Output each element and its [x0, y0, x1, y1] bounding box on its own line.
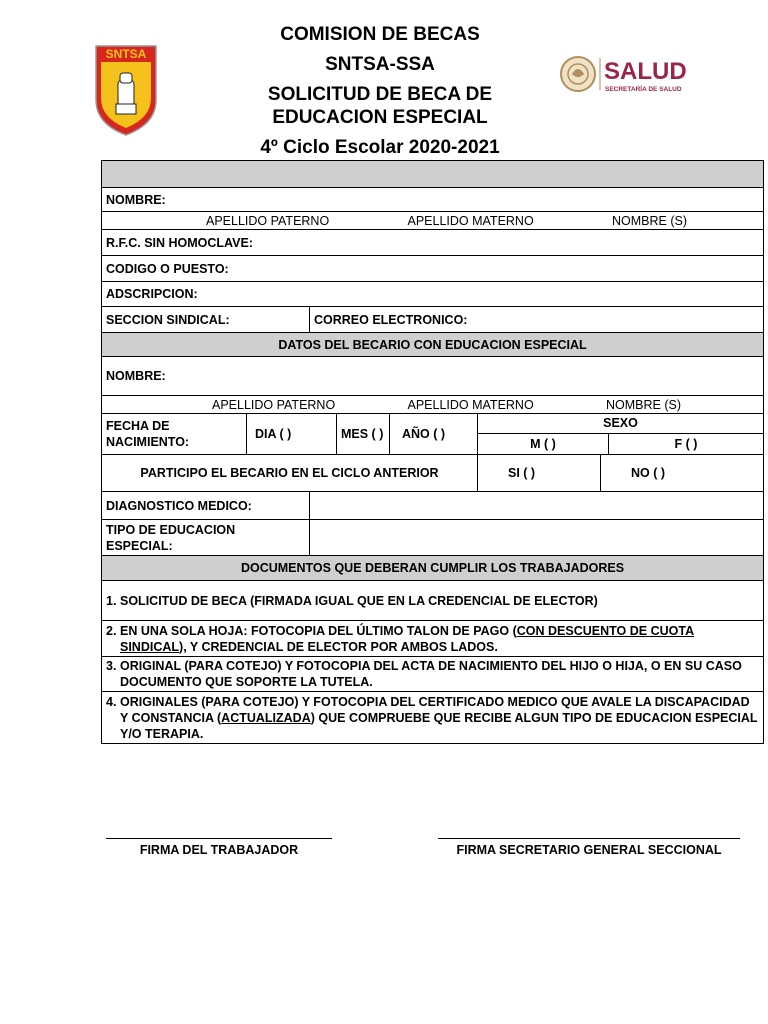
adscripcion-field[interactable]: [102, 282, 764, 307]
worker-apellido-paterno: APELLIDO PATERNO: [206, 213, 330, 228]
documento-item-4: [102, 692, 764, 744]
tipo-educacion-label: [102, 520, 310, 556]
sexo-m-option[interactable]: M ( ): [478, 433, 609, 454]
birth-date-group: [247, 414, 390, 455]
firma-secretario-label: FIRMA SECRETARIO GENERAL SECCIONAL: [456, 843, 722, 857]
fecha-label-1: FECHA DE: [106, 419, 170, 433]
sexo-label: SEXO: [478, 414, 763, 433]
fecha-nacimiento-label: [102, 414, 247, 455]
correo-field[interactable]: [310, 307, 764, 333]
adscripcion-label: ADSCRIPCION:: [106, 287, 198, 301]
correo-label: CORREO ELECTRONICO:: [314, 312, 468, 327]
salud-logo-word: SALUD: [604, 58, 687, 85]
header-line-4: EDUCACION ESPECIAL: [272, 107, 488, 128]
firma-trabajador-line[interactable]: [106, 838, 332, 839]
becario-apellido-paterno: APELLIDO PATERNO: [212, 397, 336, 412]
codigo-puesto-label: CODIGO O PUESTO:: [106, 261, 229, 276]
doc-4-number: 4.: [106, 694, 117, 709]
tipo-label-1: TIPO DE EDUCACION: [106, 522, 236, 537]
header-line-1: COMISION DE BECAS: [280, 24, 480, 45]
doc-4-text-a: ORIGINALES (PARA COTEJO) Y FOTOCOPIA DEL CERTIFICADO MEDICO QUE AVALE LA DISCAPACIDAD Y CONSTANCIA (: [120, 694, 750, 725]
header-line-3: SOLICITUD DE BECA DE: [267, 84, 493, 105]
doc-4-text-b: ) QUE COMPRUEBE QUE RECIBE ALGUN TIPO DE EDUCACION ESPECIAL Y/O TERAPIA.: [120, 710, 758, 741]
becario-name-sublabels: [102, 396, 764, 414]
scholarship-form-table: [101, 160, 764, 744]
form-header-bar: [102, 161, 764, 188]
documentos-section-title: DOCUMENTOS QUE DEBERAN CUMPLIR LOS TRABAJADORES: [102, 556, 764, 581]
becario-name-label: NOMBRE:: [106, 369, 166, 383]
participo-si-option[interactable]: SI ( ): [478, 455, 601, 492]
mes-field[interactable]: MES ( ): [341, 427, 384, 441]
worker-apellido-materno: APELLIDO MATERNO: [407, 213, 534, 228]
sexo-f-option[interactable]: F ( ): [674, 436, 698, 451]
worker-name-sublabels: [102, 212, 764, 230]
tipo-educacion-field[interactable]: [310, 520, 764, 556]
becario-nombres: NOMBRE (S): [606, 397, 681, 412]
sntsa-logo-text: SNTSA: [105, 47, 147, 61]
becario-apellido-materno: APELLIDO MATERNO: [407, 397, 534, 412]
ano-field[interactable]: AÑO ( ): [390, 414, 478, 455]
salud-logo-subtitle: SECRETARÍA DE SALUD: [605, 86, 682, 93]
header-line-2: SNTSA-SSA: [325, 54, 435, 75]
participo-no-option[interactable]: NO ( ): [601, 455, 764, 492]
documento-item-2: [102, 621, 764, 657]
doc-1-text: SOLICITUD DE BECA (FIRMADA IGUAL QUE EN LA CREDENCIAL DE ELECTOR): [120, 593, 598, 608]
participo-label: PARTICIPO EL BECARIO EN EL CICLO ANTERIOR: [102, 455, 478, 492]
seccion-sindical-field[interactable]: [102, 307, 310, 333]
doc-2-number: 2.: [106, 623, 117, 638]
becario-section-title: DATOS DEL BECARIO CON EDUCACION ESPECIAL: [102, 333, 764, 357]
rfc-label: R.F.C. SIN HOMOCLAVE:: [106, 235, 253, 250]
worker-name-label: NOMBRE:: [106, 192, 166, 207]
doc-3-text: ORIGINAL (PARA COTEJO) Y FOTOCOPIA DEL ACTA DE NACIMIENTO DEL HIJO O HIJA, O EN SU CASO DOCUMENTO QUE SOPORTE LA TUTELA.: [120, 659, 742, 689]
documento-item-3: [102, 657, 764, 692]
sexo-group: [478, 414, 764, 455]
salud-logo: [556, 44, 712, 116]
doc-3-number: 3.: [106, 659, 117, 673]
worker-nombres: NOMBRE (S): [612, 213, 687, 228]
fecha-label-2: NACIMIENTO:: [106, 435, 190, 449]
sntsa-logo: [92, 40, 160, 138]
header-line-5: 4º Ciclo Escolar 2020-2021: [260, 137, 500, 158]
diagnostico-field[interactable]: [310, 492, 764, 520]
worker-name-field[interactable]: [102, 188, 764, 212]
documento-item-1: [102, 581, 764, 621]
doc-2-text-underlined: CON DESCUENTO DE CUOTA SINDICAL: [120, 623, 695, 654]
tipo-label-2: ESPECIAL:: [106, 538, 173, 553]
doc-1-number: 1.: [106, 593, 117, 608]
codigo-puesto-field[interactable]: [102, 256, 764, 282]
becario-name-field[interactable]: [102, 357, 764, 396]
doc-4-text-underlined: ACTUALIZADA: [221, 710, 311, 725]
firma-secretario-line[interactable]: [438, 838, 740, 839]
doc-2-text-a: EN UNA SOLA HOJA: FOTOCOPIA DEL ÚLTIMO TALON DE PAGO (: [120, 623, 517, 638]
dia-field[interactable]: DIA ( ): [247, 414, 337, 454]
rfc-field[interactable]: [102, 230, 764, 256]
firma-trabajador-label: FIRMA DEL TRABAJADOR: [139, 843, 299, 857]
seccion-sindical-label: SECCION SINDICAL:: [106, 312, 230, 327]
diagnostico-label: DIAGNOSTICO MEDICO:: [102, 492, 310, 520]
doc-2-text-b: ), Y CREDENCIAL DE ELECTOR POR AMBOS LADOS.: [179, 639, 498, 654]
